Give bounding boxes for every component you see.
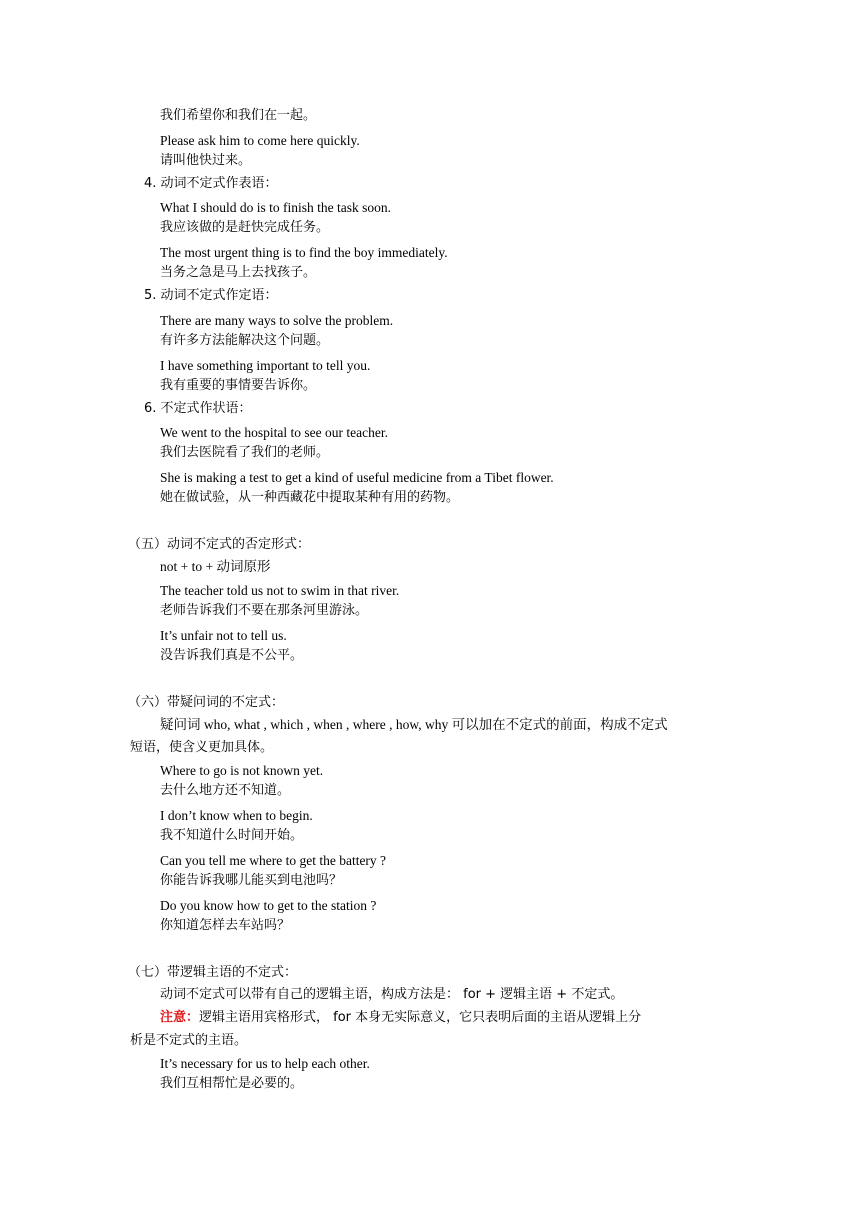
section-heading: 4. 动词不定式作表语： xyxy=(144,176,278,191)
text-line: 我们希望你和我们在一起。 xyxy=(160,108,317,123)
text-line: I have something important to tell you. xyxy=(160,358,371,373)
text-line: 请叫他快过来。 xyxy=(160,153,252,168)
text-line: There are many ways to solve the problem. xyxy=(160,313,394,328)
text-line: 老师告诉我们不要在那条河里游泳。 xyxy=(160,603,369,618)
text-line: 我不知道什么时间开始。 xyxy=(160,828,304,843)
text-line: Please ask him to come here quickly. xyxy=(160,133,360,148)
text-line: Do you know how to get to the station ? xyxy=(160,898,377,913)
text-line: 短语，使含义更加具体。 xyxy=(130,740,274,755)
section-heading: （七）带逻辑主语的不定式： xyxy=(128,965,298,980)
text-line: The most urgent thing is to find the boy immediately. xyxy=(160,245,448,260)
text-line: 疑问词 who, what , which , when , where , how, why 可以加在不定式的前面，构成不定式 xyxy=(160,717,668,732)
section-heading: （六）带疑问词的不定式： xyxy=(128,695,285,710)
section-heading: （五）动词不定式的否定形式： xyxy=(128,537,311,552)
text-line: 我应该做的是赶快完成任务。 xyxy=(160,220,330,235)
text-line: What I should do is to finish the task soon. xyxy=(160,200,391,215)
text-line: The teacher told us not to swim in that river. xyxy=(160,583,400,598)
text-line: She is making a test to get a kind of useful medicine from a Tibet flower. xyxy=(160,470,554,485)
section-heading: 5. 动词不定式作定语： xyxy=(144,288,278,303)
text-line: It’s necessary for us to help each other. xyxy=(160,1056,370,1071)
text-line: 你能告诉我哪儿能买到电池吗？ xyxy=(160,873,343,888)
text-line: 她在做试验，从一种西藏花中提取某种有用的药物。 xyxy=(160,490,460,505)
text-line: 我们去医院看了我们的老师。 xyxy=(160,445,330,460)
note-line xyxy=(160,1008,641,1028)
text-line: Where to go is not known yet. xyxy=(160,763,324,778)
note-label: 注意： xyxy=(160,1010,200,1025)
text-line: not + to + 动词原形 xyxy=(160,559,271,574)
text-line: I don’t know when to begin. xyxy=(160,808,313,823)
text-line: We went to the hospital to see our teacher. xyxy=(160,425,388,440)
text-line: 你知道怎样去车站吗？ xyxy=(160,918,291,933)
text-line: 有许多方法能解决这个问题。 xyxy=(160,333,330,348)
text-line: 去什么地方还不知道。 xyxy=(160,783,291,798)
note-text: 逻辑主语用宾格形式， for 本身无实际意义，它只表明后面的主语从逻辑上分 xyxy=(199,1010,642,1025)
text-line: 没告诉我们真是不公平。 xyxy=(160,648,304,663)
text-line: 我们互相帮忙是必要的。 xyxy=(160,1076,304,1091)
text-line: Can you tell me where to get the battery ? xyxy=(160,853,387,868)
section-heading: 6. 不定式作状语： xyxy=(144,401,252,416)
text-line: 析是不定式的主语。 xyxy=(130,1033,248,1048)
text-line: 我有重要的事情要告诉你。 xyxy=(160,378,317,393)
text-line: 当务之急是马上去找孩子。 xyxy=(160,265,317,280)
text-line: 动词不定式可以带有自己的逻辑主语，构成方法是： for + 逻辑主语 + 不定式。 xyxy=(160,987,624,1002)
text-line: It’s unfair not to tell us. xyxy=(160,628,287,643)
